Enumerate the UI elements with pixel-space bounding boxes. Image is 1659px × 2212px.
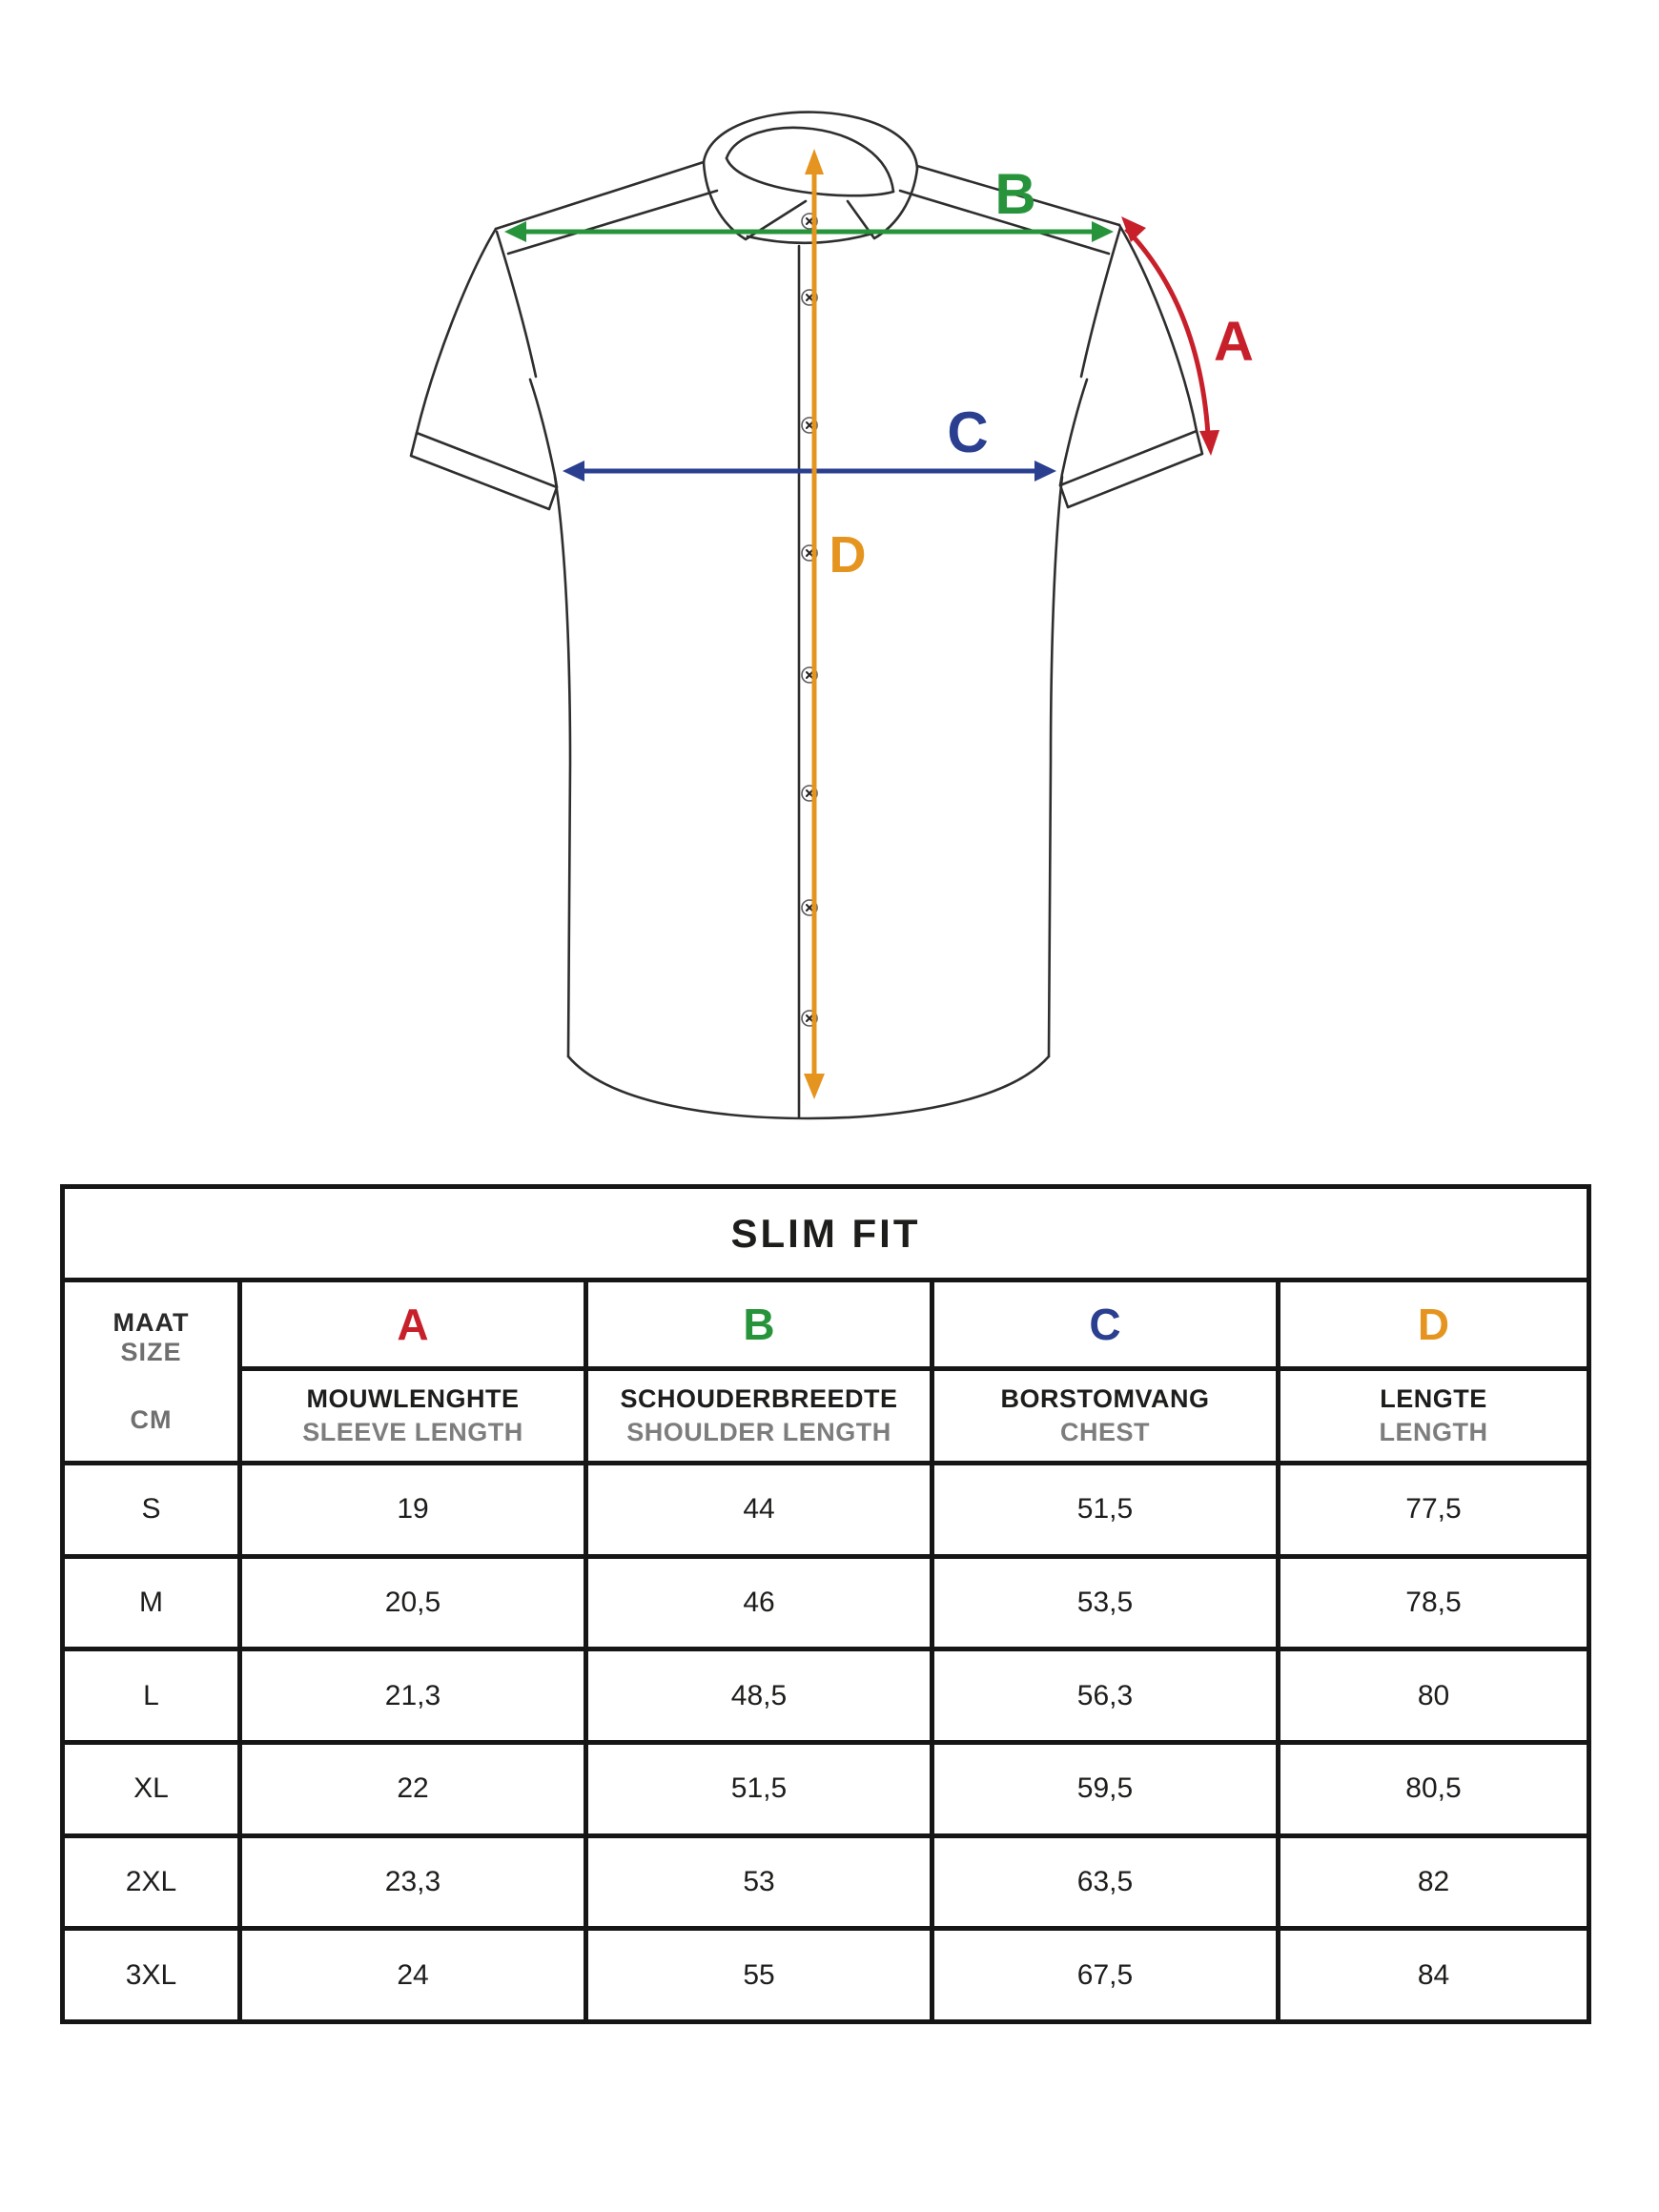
value-cell: 80,5 [1280,1745,1587,1833]
value-cell: 59,5 [934,1745,1276,1833]
value-cell: 51,5 [588,1745,930,1833]
value-cell: 56,3 [934,1651,1276,1740]
column-letter-b: B [588,1282,930,1366]
value-cell: 44 [588,1465,930,1554]
fit-type-label: SLIM FIT [730,1210,921,1256]
size-cell: L [65,1651,237,1740]
label-a: A [1214,311,1254,373]
shirt-silhouette [411,113,1202,1118]
column-header-chest: BORSTOMVANG CHEST [934,1371,1276,1461]
value-cell: 77,5 [1280,1465,1587,1554]
column-letter-d: D [1280,1282,1587,1366]
value-cell: 21,3 [242,1651,584,1740]
label-c: C [947,400,989,464]
table-title [65,1189,1587,1278]
value-cell: 20,5 [242,1559,584,1648]
value-cell: 80 [1280,1651,1587,1740]
value-cell: 53 [588,1838,930,1927]
column-header-shoulder: SCHOUDERBREEDTE SHOULDER LENGTH [588,1371,930,1461]
size-table [60,1184,1591,2024]
size-cell: 2XL [65,1838,237,1927]
value-cell: 53,5 [934,1559,1276,1648]
value-cell: 24 [242,1931,584,2019]
column-letter-c: C [934,1282,1276,1366]
column-letter-a: A [242,1282,584,1366]
unit-label: CM [130,1405,173,1434]
value-cell: 48,5 [588,1651,930,1740]
value-cell: 67,5 [934,1931,1276,2019]
value-cell: 63,5 [934,1838,1276,1927]
value-cell: 19 [242,1465,584,1554]
size-unit-header [65,1282,237,1461]
size-cell: S [65,1465,237,1554]
value-cell: 84 [1280,1931,1587,2019]
value-cell: 22 [242,1745,584,1833]
size-cell: XL [65,1745,237,1833]
value-cell: 55 [588,1931,930,2019]
maat-label: MAAT [113,1308,190,1337]
value-cell: 51,5 [934,1465,1276,1554]
label-b: B [994,162,1036,226]
value-cell: 82 [1280,1838,1587,1927]
column-header-length: LENGTE LENGTH [1280,1371,1587,1461]
value-cell: 23,3 [242,1838,584,1927]
value-cell: 46 [588,1559,930,1648]
size-cell: M [65,1559,237,1648]
size-label: SIZE [120,1338,182,1366]
size-cell: 3XL [65,1931,237,2019]
column-header-sleeve: MOUWLENGHTE SLEEVE LENGTH [242,1371,584,1461]
value-cell: 78,5 [1280,1559,1587,1648]
label-d: D [829,526,867,584]
